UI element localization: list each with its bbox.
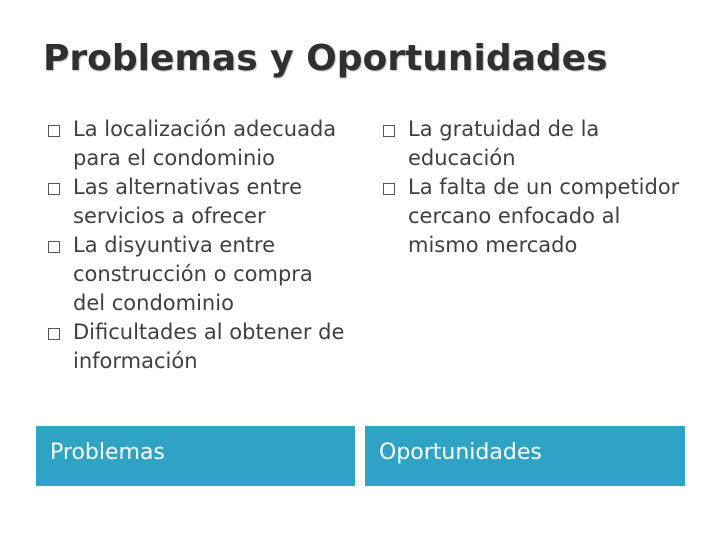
list-item <box>383 115 683 173</box>
problems-caption: Problemas <box>50 440 165 465</box>
list-item <box>48 115 348 173</box>
list-item <box>383 173 683 260</box>
list-item-text: Las alternativas entre servicios a ofrecer <box>73 175 303 228</box>
square-bullet-icon <box>48 241 60 253</box>
problems-list <box>48 115 348 376</box>
list-item-text: La disyuntiva entre construcción o compra del condominio <box>73 233 313 315</box>
square-bullet-icon <box>383 125 395 137</box>
square-bullet-icon <box>48 328 60 340</box>
problems-caption-bar <box>36 426 355 486</box>
opportunities-caption: Oportunidades <box>379 440 542 465</box>
list-item-text: La falta de un competidor cercano enfocado al mismo mercado <box>408 175 680 257</box>
list-item <box>48 231 348 318</box>
opportunities-caption-bar <box>365 426 685 486</box>
square-bullet-icon <box>383 183 395 195</box>
list-item-text: La gratuidad de la educación <box>408 117 600 170</box>
square-bullet-icon <box>48 125 60 137</box>
list-item <box>48 173 348 231</box>
list-item-text: La localización adecuada para el condominio <box>73 117 337 170</box>
square-bullet-icon <box>48 183 60 195</box>
slide-title: Problemas y Oportunidades <box>43 38 608 79</box>
list-item-text: Dificultades al obtener de información <box>73 320 345 373</box>
list-item <box>48 318 348 376</box>
opportunities-list <box>383 115 683 260</box>
